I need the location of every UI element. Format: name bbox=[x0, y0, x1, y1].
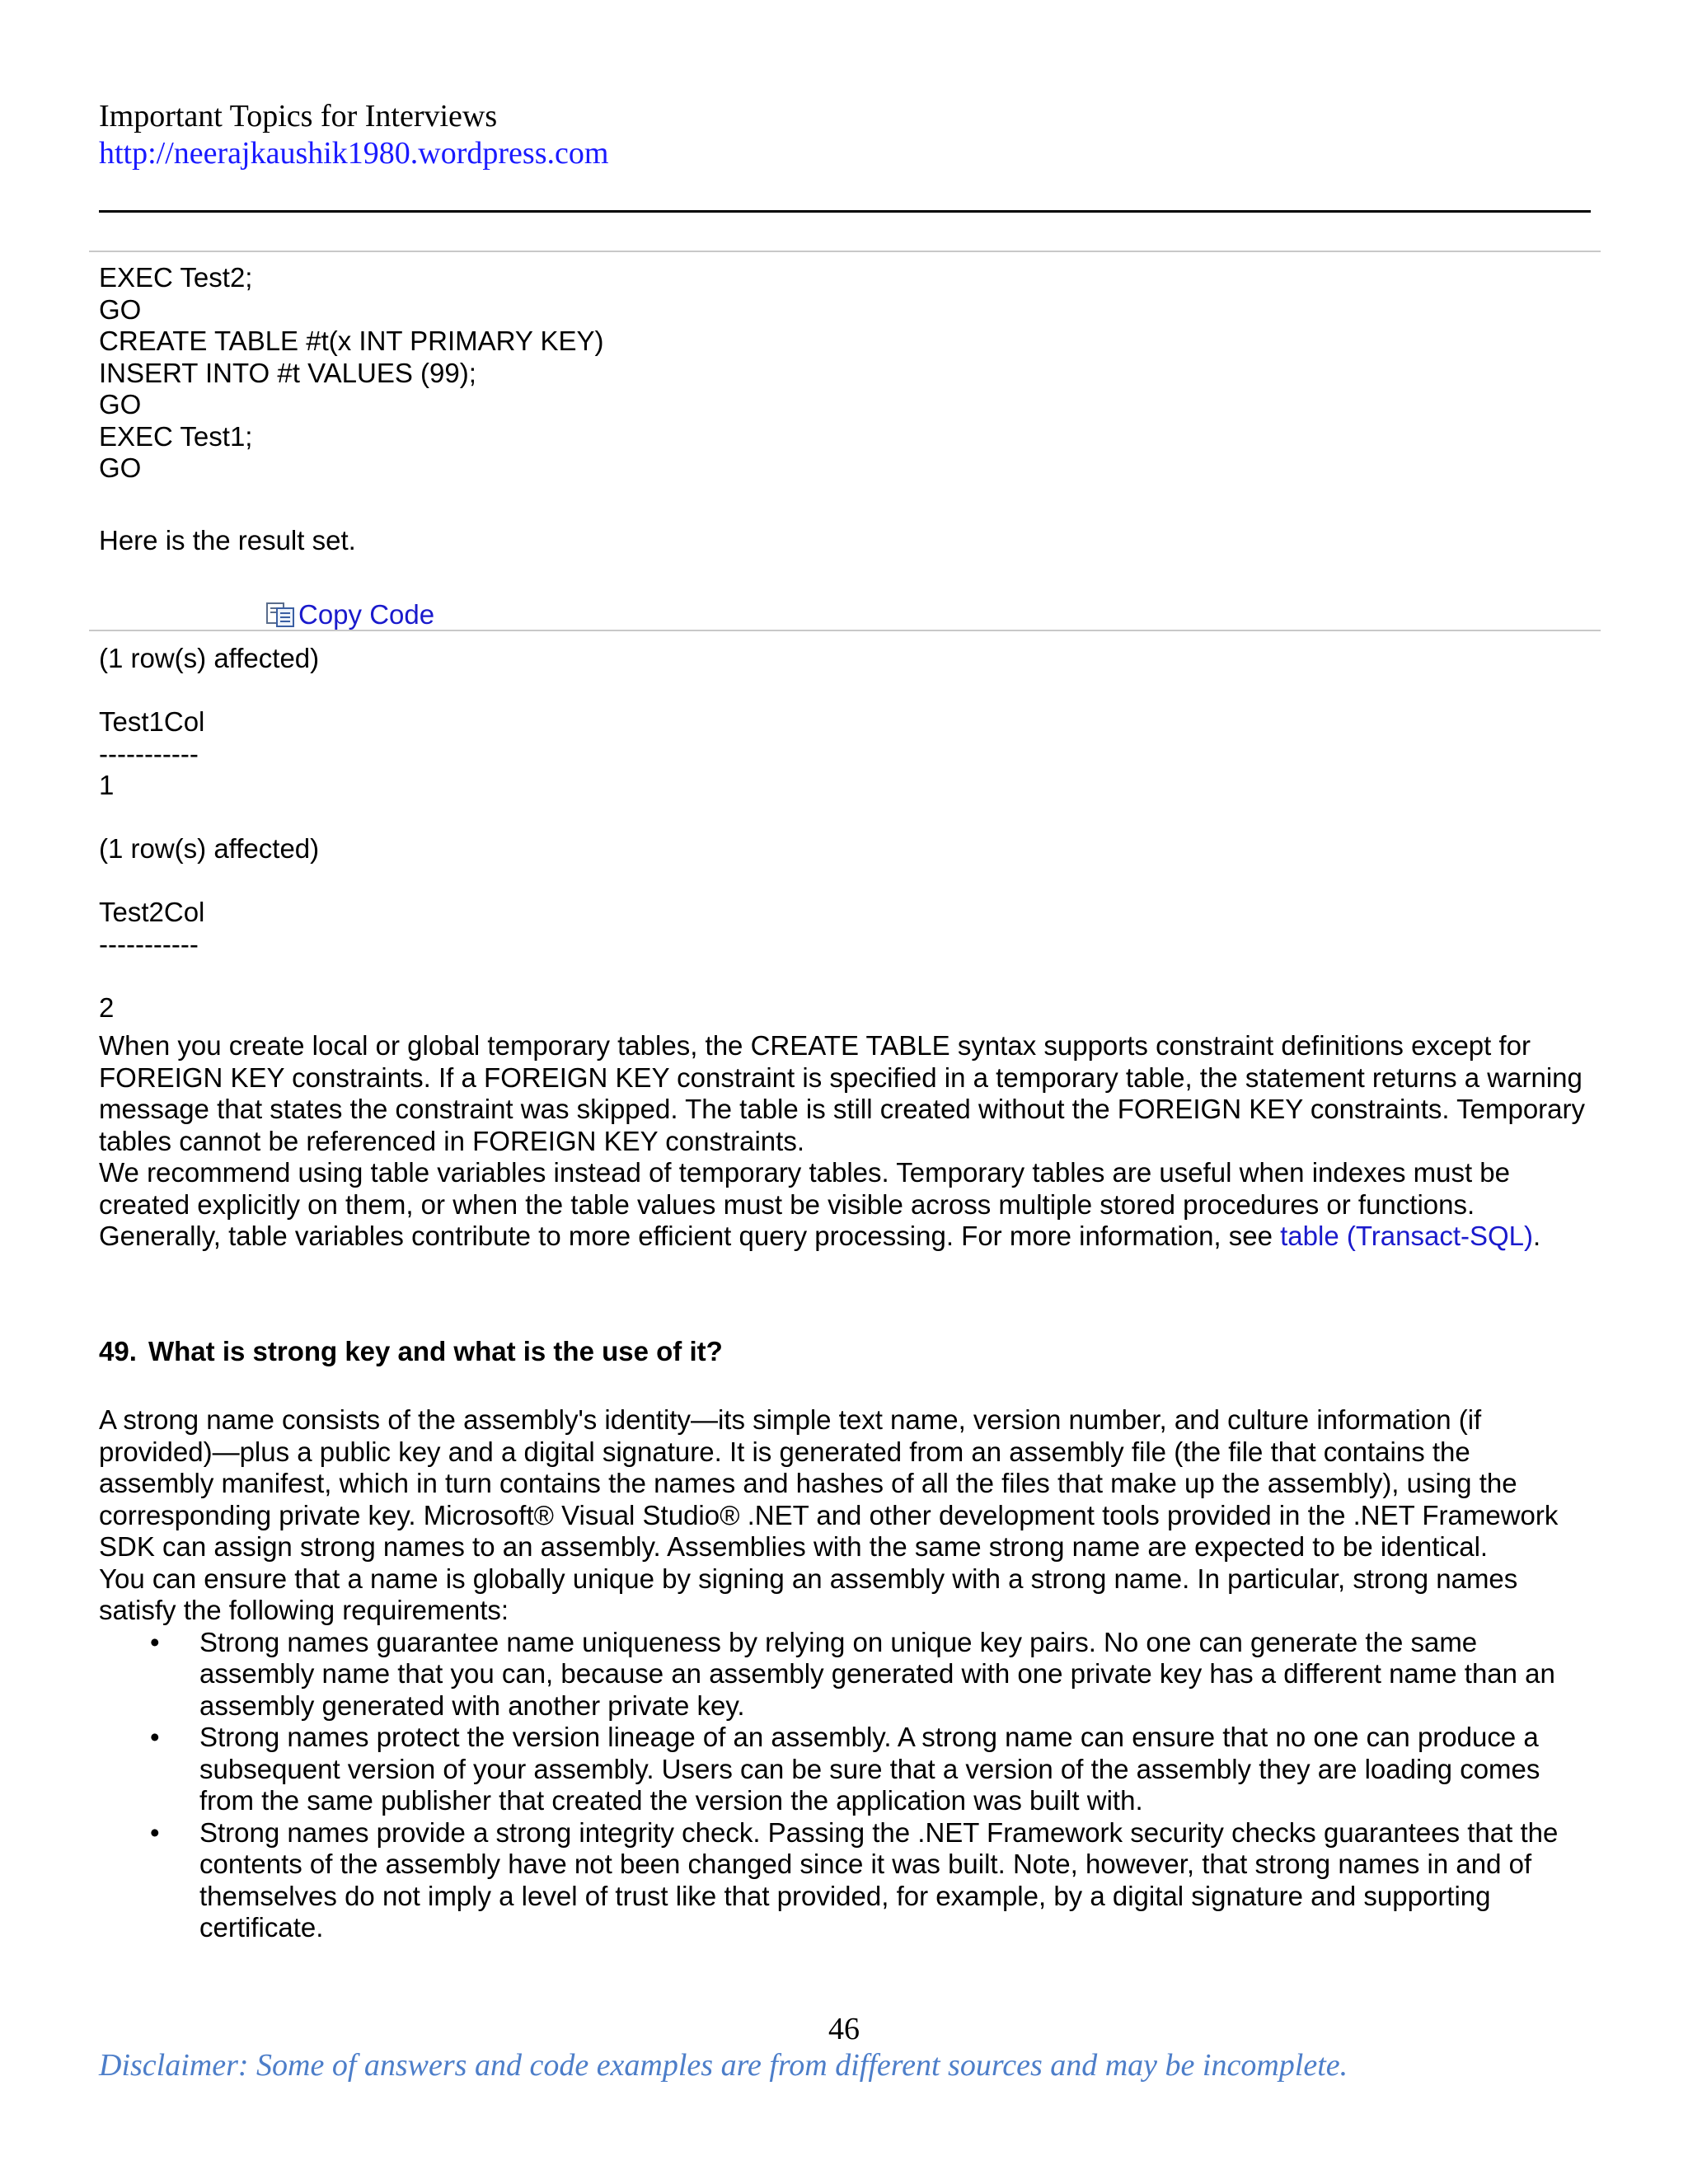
recommend-after-link: . bbox=[1533, 1221, 1541, 1251]
result-line bbox=[99, 802, 1591, 834]
list-item bbox=[99, 1817, 1591, 1944]
unique-paragraph: You can ensure that a name is globally unique by signing an assembly with a strong name. In particular, strong names satisfy the following requirements: bbox=[99, 1563, 1518, 1625]
header-divider bbox=[99, 210, 1591, 213]
list-item-text: Strong names protect the version lineage of an assembly. A strong name can ensure that no one can produce a subsequent version of your assembly. Users can be sure that a version of the assembly they are loading comes from the same publisher that created the version the application was built with. bbox=[199, 1722, 1540, 1816]
copy-icon bbox=[265, 602, 297, 628]
result-line bbox=[99, 960, 1591, 992]
result-line: ----------- bbox=[99, 928, 199, 959]
code-box-top-rule bbox=[89, 251, 1601, 252]
header-url-link[interactable]: http://neerajkaushik1980.wordpress.com bbox=[99, 136, 609, 171]
code-line: GO bbox=[99, 293, 142, 325]
header-title: Important Topics for Interviews bbox=[99, 99, 498, 134]
copy-code-button[interactable] bbox=[265, 598, 434, 631]
result-intro bbox=[99, 525, 1591, 557]
code-line: EXEC Test1; bbox=[99, 420, 253, 452]
result-line bbox=[99, 865, 1591, 898]
result-line: 2 bbox=[99, 991, 115, 1023]
list-item-text: Strong names guarantee name uniqueness by relying on unique key pairs. No one can generate the same assembly name that you can, because an assembly generated with one private key has a different name than an assembly generated with another private key. bbox=[199, 1626, 1555, 1721]
result-line: ----------- bbox=[99, 738, 199, 769]
temp-tables-section bbox=[99, 1030, 1591, 1253]
code-line: EXEC Test2; bbox=[99, 262, 253, 293]
question-heading bbox=[99, 1336, 723, 1367]
result-line: Test1Col bbox=[99, 706, 205, 737]
result-line: (1 row(s) affected) bbox=[99, 643, 320, 673]
bullet-icon: • bbox=[150, 1626, 160, 1657]
requirements-list bbox=[99, 1627, 1591, 1944]
result-set bbox=[99, 643, 1591, 1024]
footer-disclaimer: Disclaimer: Some of answers and code examples are from different sources and may be incomplete. bbox=[99, 2048, 1348, 2083]
result-line: 1 bbox=[99, 770, 115, 800]
question-text: What is strong key and what is the use of it? bbox=[148, 1336, 723, 1366]
question-number: 49. bbox=[99, 1336, 137, 1366]
bullet-icon: • bbox=[150, 1722, 160, 1752]
code-line: INSERT INTO #t VALUES (99); bbox=[99, 357, 476, 388]
result-line bbox=[99, 675, 1591, 707]
page-number: 46 bbox=[828, 2012, 860, 2046]
recommend-paragraph bbox=[99, 1157, 1591, 1253]
page-header bbox=[99, 97, 1591, 171]
result-box-top-rule bbox=[89, 630, 1601, 631]
bullet-icon: • bbox=[150, 1816, 160, 1848]
list-item bbox=[99, 1627, 1591, 1722]
code-line: GO bbox=[99, 389, 142, 419]
table-transact-sql-link[interactable]: table (Transact-SQL) bbox=[1280, 1221, 1534, 1251]
strong-name-paragraph: A strong name consists of the assembly's identity—its simple text name, version number, and culture information (if provided)—plus a public key and a digital signature. It is generated from an assembly file (the file that contains the assembly manifest, which in turn contains the names and hashes of all the files that make up the assembly), using the corresponding private key. Microsoft® Visual Studio® .NET and other development tools provided in the .NET Framework SDK can assign strong names to an assembly. Assemblies with the same strong name are expected to be identical. bbox=[99, 1404, 1559, 1562]
recommend-text: We recommend using table variables instead of temporary tables. Temporary tables are useful when indexes must be created explicitly on them, or when the table values must be visible across multiple stored procedures or functions. Generally, table variables contribute to more efficient query processing. For more information, see bbox=[99, 1157, 1511, 1251]
code-line: GO bbox=[99, 452, 142, 483]
list-item-text: Strong names provide a strong integrity check. Passing the .NET Framework security checks guarantees that the contents of the assembly have not been changed since it was built. Note, however, that strong names in and of themselves do not imply a level of trust like that provided, for example, by a digital signature and supporting certificate. bbox=[199, 1816, 1559, 1943]
strong-name-section bbox=[99, 1404, 1591, 1944]
result-line: Test2Col bbox=[99, 897, 205, 927]
list-item bbox=[99, 1722, 1591, 1817]
copy-code-label: Copy Code bbox=[298, 599, 435, 630]
result-line: (1 row(s) affected) bbox=[99, 833, 320, 864]
result-intro-text: Here is the result set. bbox=[99, 525, 356, 555]
code-line: CREATE TABLE #t(x INT PRIMARY KEY) bbox=[99, 326, 604, 356]
code-block bbox=[99, 262, 1591, 485]
temp-tables-paragraph: When you create local or global temporary tables, the CREATE TABLE syntax supports constraint definitions except for FOREIGN KEY constraints. If a FOREIGN KEY constraint is specified in a temporary table, the statement returns a warning message that states the constraint was skipped. The table is still created without the FOREIGN KEY constraints. Temporary tables cannot be referenced in FOREIGN KEY constraints. bbox=[99, 1030, 1586, 1156]
